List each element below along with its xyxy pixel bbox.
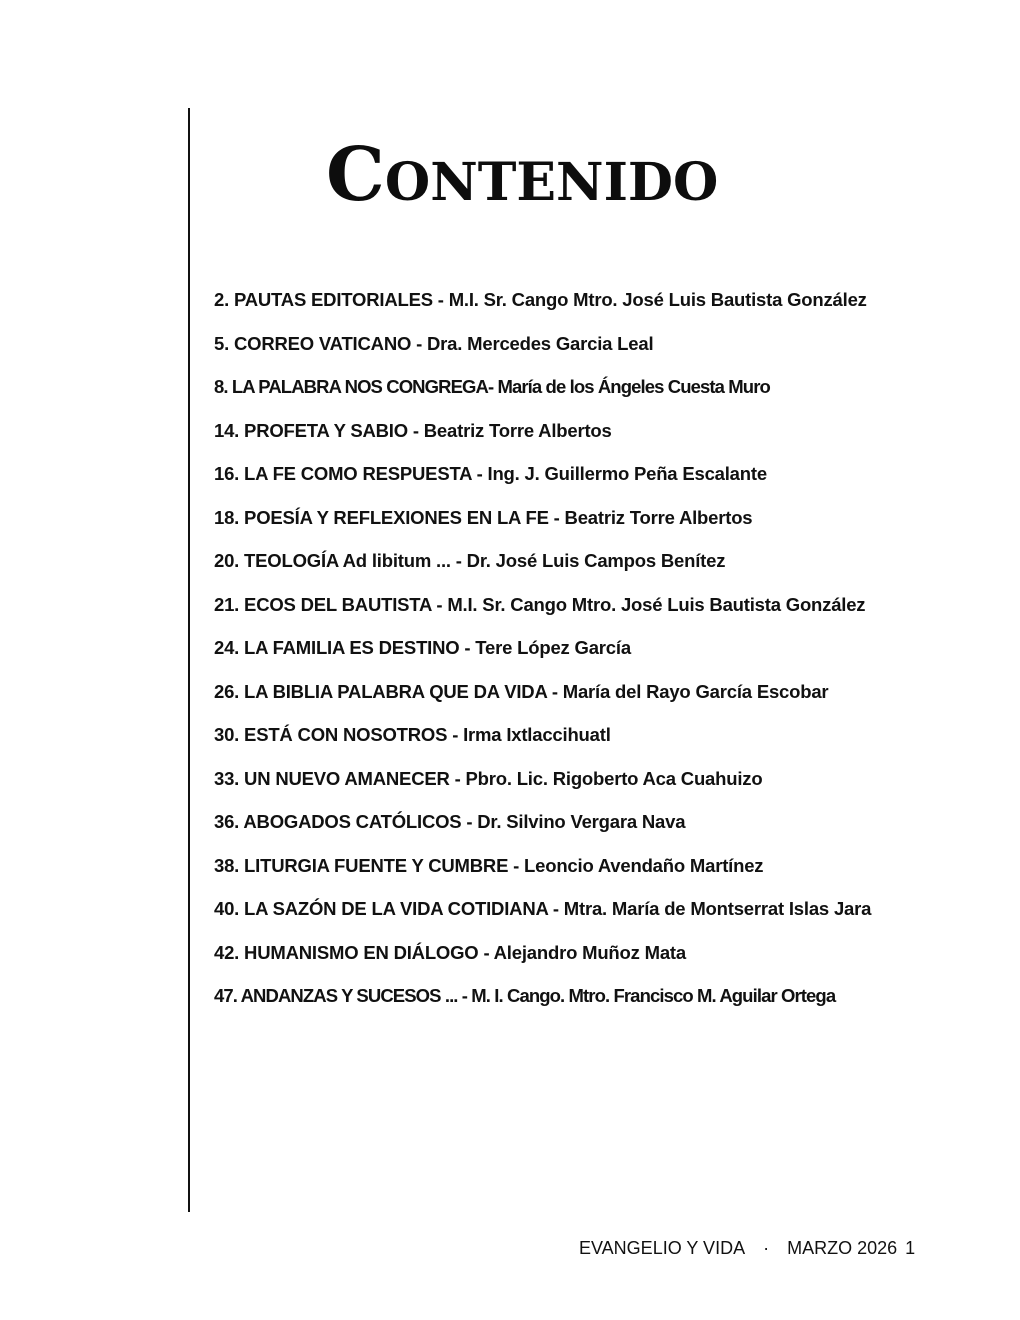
table-of-contents: [214, 286, 1004, 1026]
footer-publication: EVANGELIO Y VIDA: [579, 1238, 746, 1258]
toc-item: 18. POESÍA Y REFLEXIONES EN LA FE - Beatriz Torre Albertos: [214, 506, 753, 528]
page-number: 1: [905, 1238, 916, 1258]
toc-item: 2. PAUTAS EDITORIALES - M.I. Sr. Cango Mtro. José Luis Bautista González: [214, 289, 867, 310]
vertical-rule: [188, 108, 190, 1212]
toc-item: 20. TEOLOGÍA Ad libitum ... - Dr. José Luis Campos Benítez: [214, 550, 726, 571]
toc-item: 40. LA SAZÓN DE LA VIDA COTIDIANA - Mtra. María de Montserrat Islas Jara: [214, 898, 872, 919]
toc-item: 16. LA FE COMO RESPUESTA - Ing. J. Guillermo Peña Escalante: [214, 463, 767, 484]
toc-item: 30. ESTÁ CON NOSOTROS - Irma Ixtlaccihuatl: [214, 724, 611, 745]
page-footer: [579, 1238, 915, 1259]
footer-separator: ·: [763, 1238, 770, 1258]
toc-item: 38. LITURGIA FUENTE Y CUMBRE - Leoncio Avendaño Martínez: [214, 854, 764, 876]
page-title: Contenido: [326, 131, 719, 218]
toc-item: 21. ECOS DEL BAUTISTA - M.I. Sr. Cango Mtro. José Luis Bautista González: [214, 593, 866, 615]
footer-issue: MARZO 2026: [787, 1238, 898, 1258]
toc-item: 33. UN NUEVO AMANECER - Pbro. Lic. Rigoberto Aca Cuahuizo: [214, 767, 763, 789]
toc-item: 47. ANDANZAS Y SUCESOS ... - M. I. Cango. Mtro. Francisco M. Aguilar Ortega: [214, 985, 836, 1006]
toc-item: 14. PROFETA Y SABIO - Beatriz Torre Albertos: [214, 419, 612, 441]
toc-item: 5. CORREO VATICANO - Dra. Mercedes Garcia Leal: [214, 332, 654, 354]
toc-item: 26. LA BIBLIA PALABRA QUE DA VIDA - María del Rayo García Escobar: [214, 680, 829, 702]
toc-item: 24. LA FAMILIA ES DESTINO - Tere López García: [214, 637, 631, 658]
toc-item: 8. LA PALABRA NOS CONGREGA- María de los Ángeles Cuesta Muro: [214, 376, 770, 397]
toc-item: 36. ABOGADOS CATÓLICOS - Dr. Silvino Vergara Nava: [214, 811, 686, 832]
toc-item: 42. HUMANISMO EN DIÁLOGO - Alejandro Muñoz Mata: [214, 941, 686, 963]
